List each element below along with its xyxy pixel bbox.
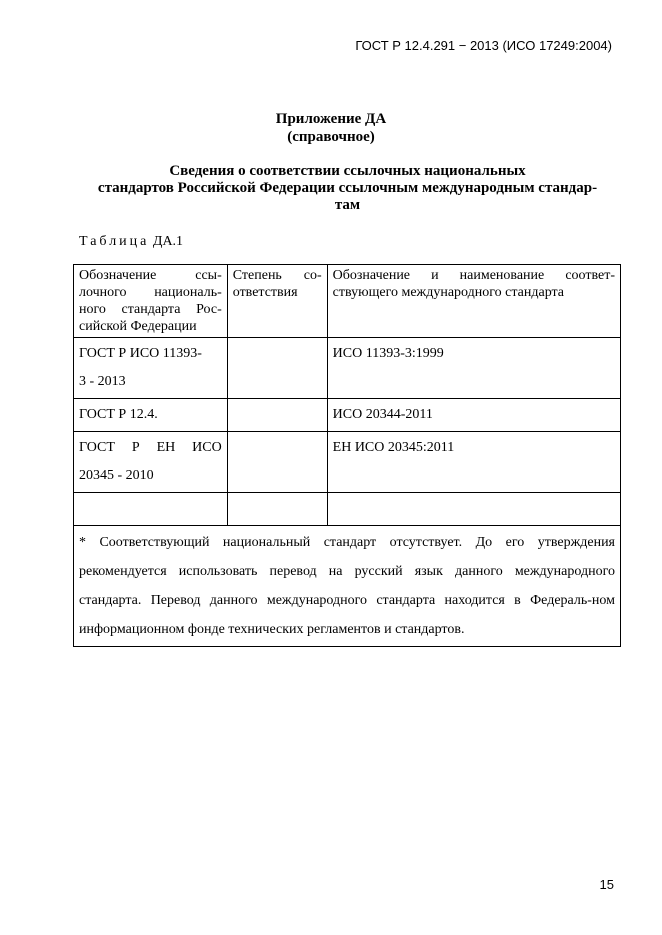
heading-line-1: Сведения о соответствии ссылочных национальных [169, 163, 526, 179]
appendix-title: Приложение ДА [275, 111, 387, 127]
cell-line: ГОСТ Р 12.4. [79, 407, 158, 422]
cell-line: 20345 - 2010 [79, 468, 154, 483]
header-line: ствующего международного стандарта [332, 285, 565, 300]
cell-international [327, 493, 620, 526]
header-line: ного стандарта Рос- [79, 302, 222, 317]
appendix-subtitle: (справочное) [287, 129, 375, 145]
table-header-row [74, 265, 621, 338]
appendix-block [0, 110, 662, 146]
cell-international: ЕН ИСО 20345:2011 [327, 432, 620, 493]
table-footnote: * Соответствующий национальный стандарт отсутствует. До его утверждения рекомендуется использовать перевод на русский язык данного международного стандарта. Перевод данного международного стандарта находится в Федераль-ном информационном фонде технических регламентов и стандартов. [74, 526, 621, 647]
header-line: ответствия [232, 285, 298, 300]
heading-line-2: стандартов Российской Федерации ссылочным международным стандар- [97, 180, 598, 196]
heading-line-3: там [334, 197, 361, 213]
document-code-header: ГОСТ Р 12.4.291 − 2013 (ИСО 17249:2004) [355, 38, 612, 53]
header-line: сийской Федерации [79, 319, 197, 334]
header-international-standard [327, 265, 620, 338]
table-caption-number: ДА.1 [152, 234, 184, 249]
table-row-empty [74, 493, 621, 526]
header-degree [227, 265, 327, 338]
cell-national [74, 399, 228, 432]
reference-standards-table [73, 264, 621, 647]
table-row [74, 338, 621, 399]
cell-line [79, 495, 222, 523]
header-line: Обозначение ссы- [79, 268, 222, 283]
header-line: Степень со- [232, 268, 322, 283]
cell-national [74, 338, 228, 399]
cell-line: ГОСТ Р ИСО 11393- [79, 346, 202, 361]
section-heading [70, 163, 625, 214]
page-number: 15 [599, 877, 614, 892]
header-line: лочного националь- [79, 285, 222, 300]
cell-national [74, 432, 228, 493]
cell-degree [227, 338, 327, 399]
table-footnote-row [74, 526, 621, 647]
cell-degree [227, 432, 327, 493]
cell-line: 3 - 2013 [79, 374, 126, 389]
table-row [74, 399, 621, 432]
cell-degree [227, 493, 327, 526]
header-national-standard [74, 265, 228, 338]
header-line: Обозначение и наименование соответ- [332, 268, 615, 283]
cell-degree [227, 399, 327, 432]
cell-line: ГОСТ Р ЕН ИСО [79, 440, 222, 455]
table-caption [79, 234, 183, 250]
cell-national [74, 493, 228, 526]
table-caption-word: Таблица [79, 234, 150, 249]
cell-international: ИСО 11393-3:1999 [327, 338, 620, 399]
table-row [74, 432, 621, 493]
cell-international: ИСО 20344-2011 [327, 399, 620, 432]
